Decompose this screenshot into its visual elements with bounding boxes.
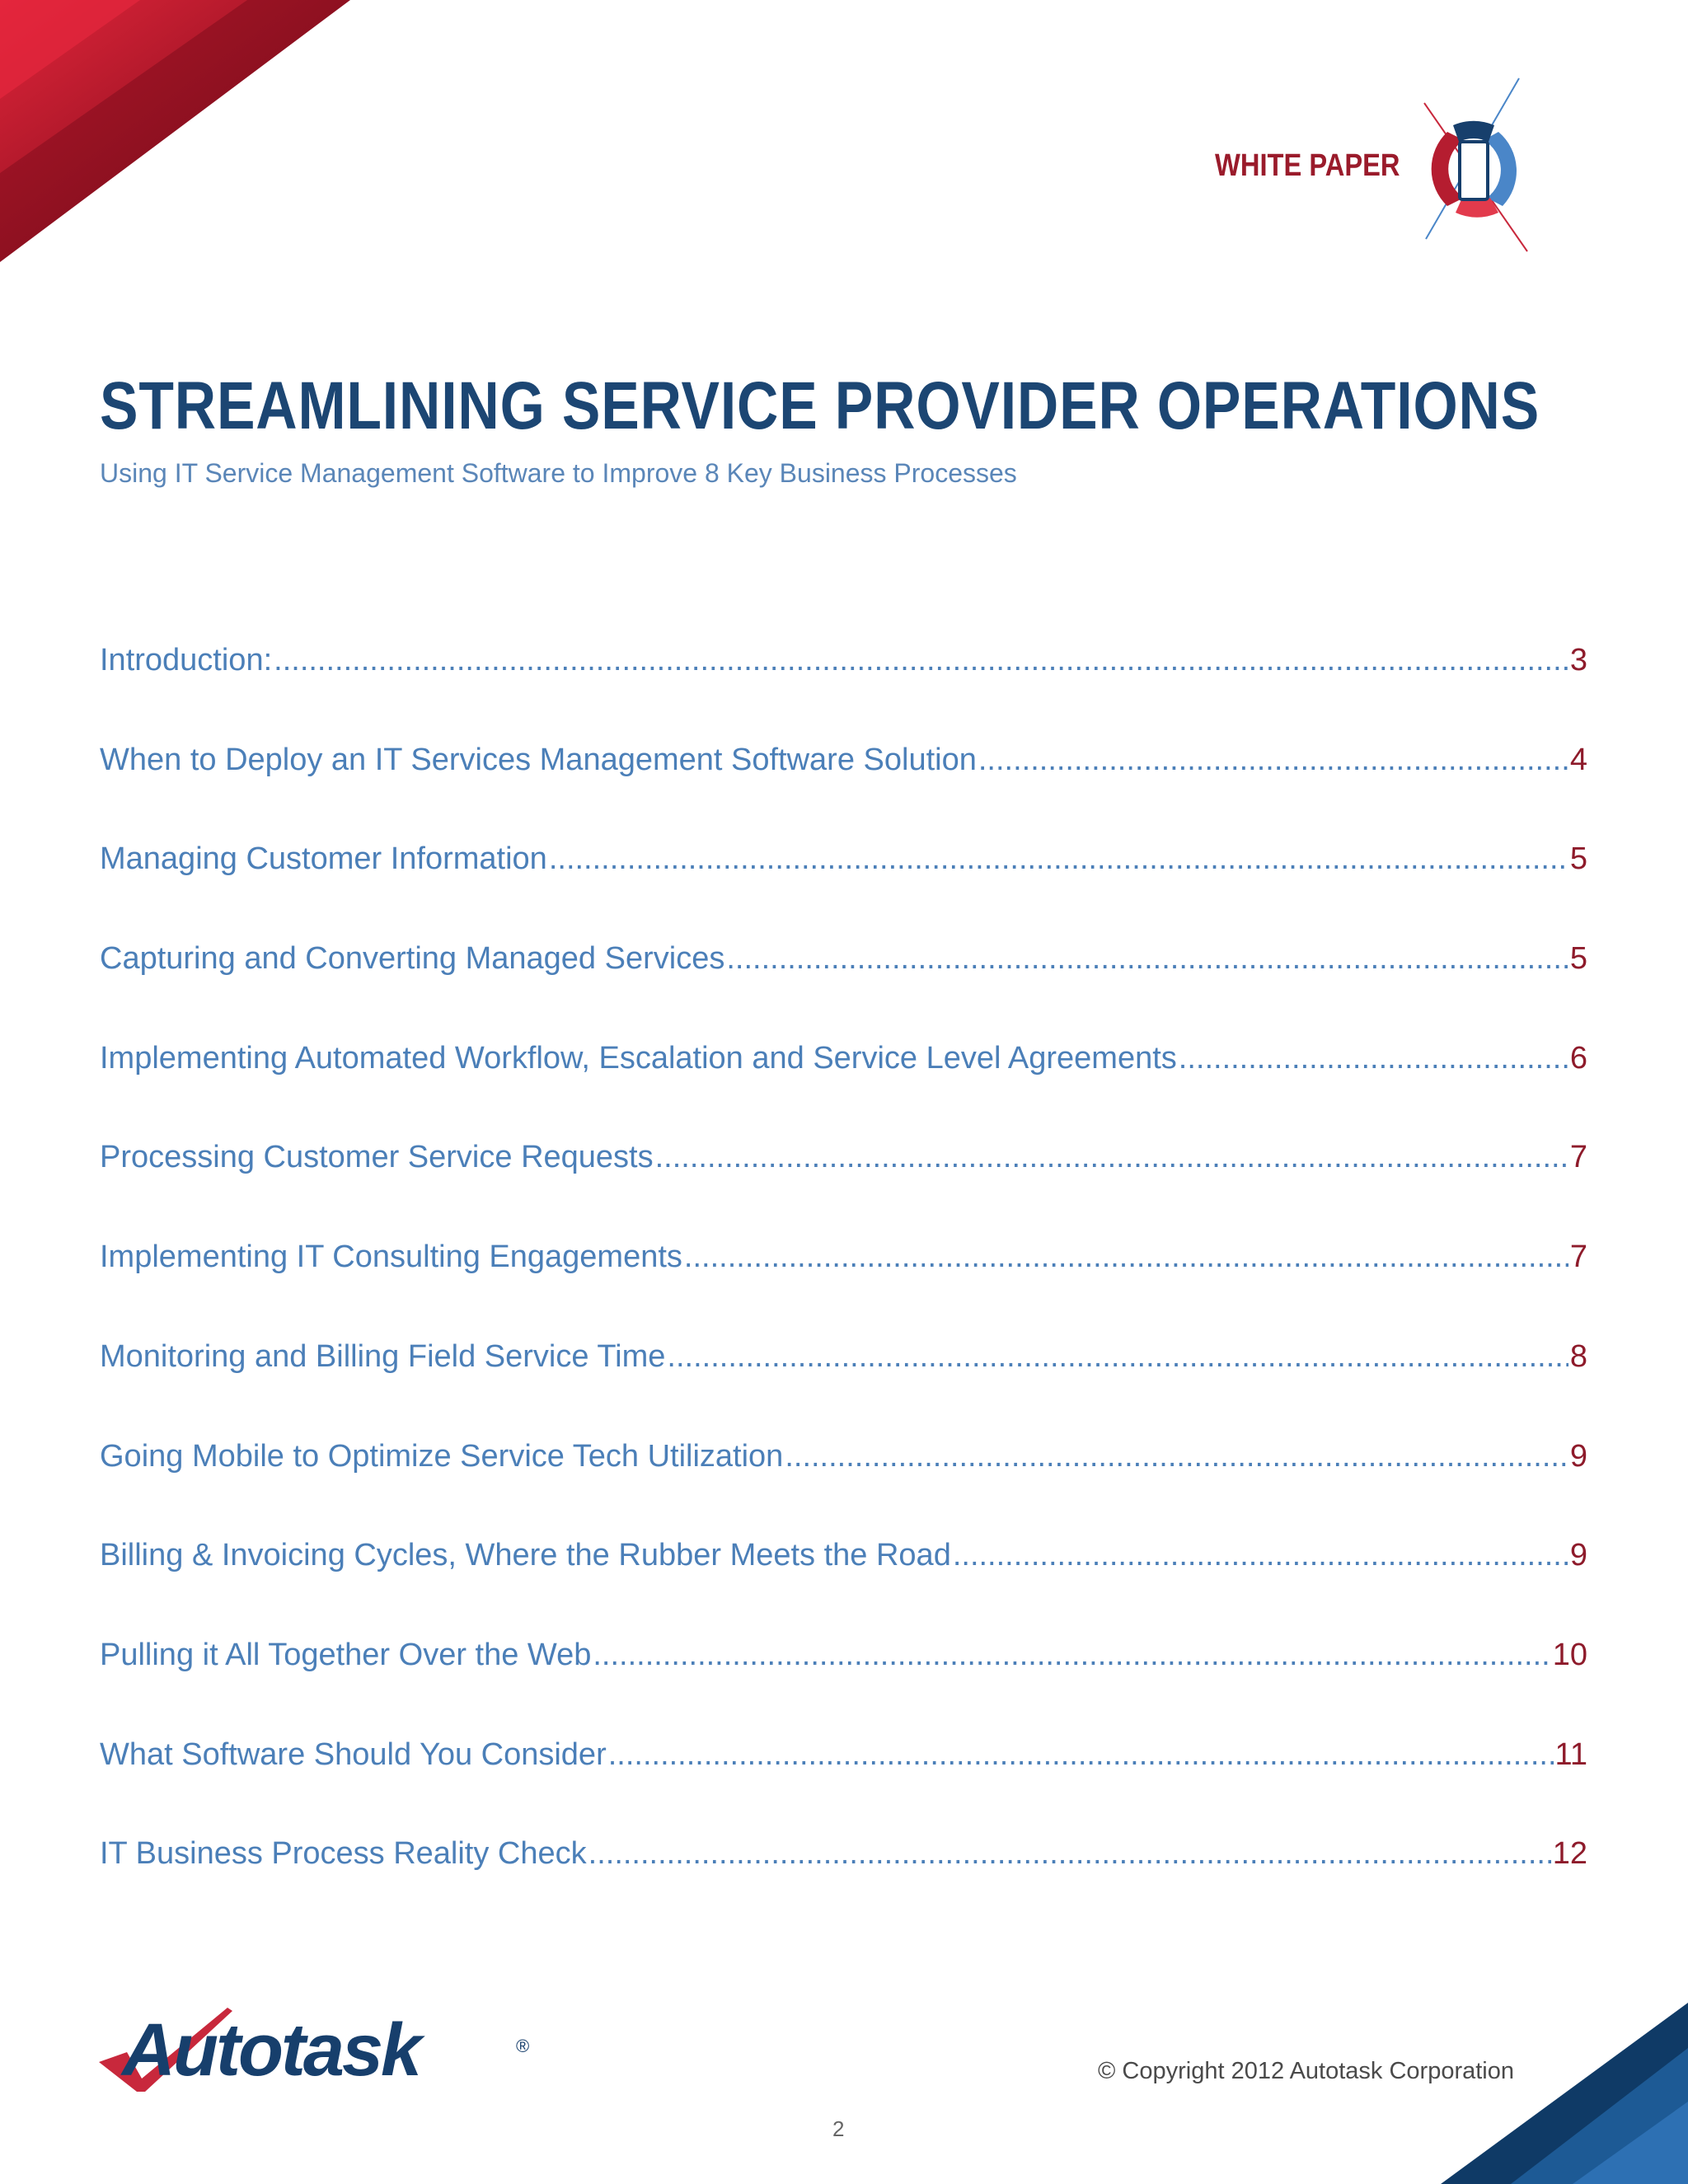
toc-entry[interactable] — [100, 1041, 1587, 1141]
toc-entry-title[interactable]: When to Deploy an IT Services Management Software Solution — [100, 742, 977, 777]
toc-entry-page[interactable]: 3 — [1569, 643, 1587, 677]
toc-entry-title[interactable]: Implementing IT Consulting Engagements — [100, 1240, 682, 1275]
toc-entry[interactable] — [100, 743, 1587, 842]
toc-entry[interactable] — [100, 1240, 1587, 1339]
toc-leader-dots — [608, 1737, 1554, 1773]
toc-leader-dots — [1179, 1041, 1568, 1076]
toc-entry-title[interactable]: Billing & Invoicing Cycles, Where the Rubber Meets the Road — [100, 1538, 951, 1573]
page-number: 2 — [832, 2116, 845, 2141]
table-of-contents — [100, 643, 1587, 1936]
toc-entry-title[interactable]: Monitoring and Billing Field Service Time — [100, 1338, 666, 1374]
toc-leader-dots — [274, 643, 1568, 678]
toc-entry[interactable] — [100, 941, 1587, 1041]
toc-entry-page[interactable]: 7 — [1569, 1240, 1587, 1275]
toc-leader-dots — [684, 1240, 1568, 1275]
toc-leader-dots — [953, 1538, 1568, 1573]
toc-entry-page[interactable]: 10 — [1552, 1637, 1587, 1672]
toc-entry-title[interactable]: IT Business Process Reality Check — [100, 1836, 587, 1872]
toc-entry[interactable] — [100, 1140, 1587, 1240]
toc-entry[interactable] — [100, 1439, 1587, 1539]
toc-entry[interactable] — [100, 841, 1587, 941]
toc-entry-page[interactable]: 9 — [1569, 1438, 1587, 1474]
toc-entry[interactable] — [100, 643, 1587, 743]
brand-registered-mark: ® — [516, 2036, 530, 2056]
toc-entry-title[interactable]: Introduction: — [100, 643, 273, 677]
toc-entry-title[interactable]: Capturing and Converting Managed Services — [100, 941, 725, 977]
white-paper-emblem-icon — [1408, 74, 1540, 264]
corner-ribbon-top-left — [0, 0, 354, 264]
toc-leader-dots — [655, 1140, 1568, 1175]
toc-entry[interactable] — [100, 1638, 1587, 1737]
toc-leader-dots — [593, 1638, 1550, 1673]
document-subtitle: Using IT Service Management Software to Improve 8 Key Business Processes — [100, 458, 1017, 488]
toc-entry-page[interactable]: 12 — [1552, 1836, 1587, 1872]
toc-entry-page[interactable]: 7 — [1569, 1140, 1587, 1175]
toc-entry-page[interactable]: 11 — [1554, 1736, 1587, 1772]
toc-leader-dots — [785, 1439, 1568, 1474]
toc-leader-dots — [726, 941, 1568, 977]
toc-entry-page[interactable]: 6 — [1569, 1040, 1587, 1076]
toc-entry[interactable] — [100, 1538, 1587, 1638]
copyright-notice: © Copyright 2012 Autotask Corporation — [1098, 2058, 1514, 2084]
toc-entry-page[interactable]: 4 — [1569, 742, 1587, 777]
toc-entry-title[interactable]: Implementing Automated Workflow, Escalation and Service Level Agreements — [100, 1040, 1177, 1076]
toc-entry-title[interactable]: Managing Customer Information — [100, 841, 547, 877]
toc-entry-page[interactable]: 5 — [1569, 941, 1587, 977]
toc-entry-page[interactable]: 9 — [1569, 1538, 1587, 1573]
brand-name: Autotask — [122, 2009, 420, 2092]
toc-leader-dots — [978, 743, 1568, 778]
document-title: STREAMLINING SERVICE PROVIDER OPERATIONS — [100, 368, 1540, 443]
toc-entry-page[interactable]: 5 — [1569, 841, 1587, 877]
toc-leader-dots — [549, 841, 1568, 877]
toc-entry-title[interactable]: Going Mobile to Optimize Service Tech Utilization — [100, 1438, 784, 1474]
white-paper-label: WHITE PAPER — [1215, 148, 1400, 183]
toc-leader-dots — [588, 1836, 1551, 1872]
toc-entry[interactable] — [100, 1836, 1587, 1936]
autotask-logo — [97, 2003, 534, 2093]
toc-entry[interactable] — [100, 1737, 1587, 1837]
toc-leader-dots — [667, 1339, 1568, 1375]
toc-entry-title[interactable]: Processing Customer Service Requests — [100, 1140, 654, 1175]
toc-entry-title[interactable]: Pulling it All Together Over the Web — [100, 1637, 592, 1672]
corner-ribbon-bottom-right — [1441, 2003, 1688, 2184]
toc-entry[interactable] — [100, 1339, 1587, 1439]
toc-entry-title[interactable]: What Software Should You Consider — [100, 1736, 607, 1772]
toc-entry-page[interactable]: 8 — [1569, 1338, 1587, 1374]
